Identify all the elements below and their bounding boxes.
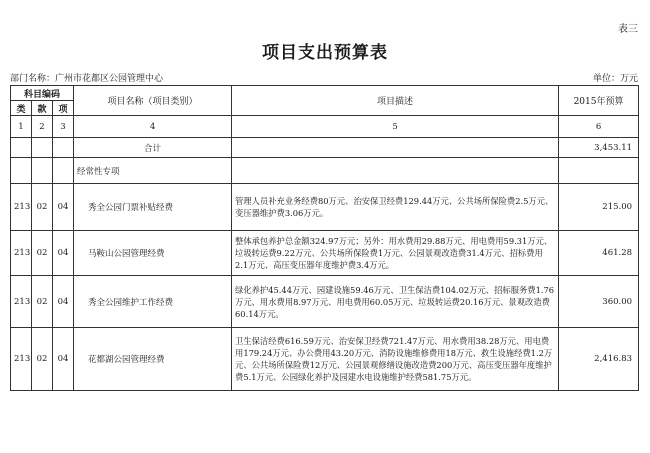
cell-project-desc: 卫生保洁经费616.59万元、治安保卫经费721.47万元、用水费用38.28万元、用电费用179.24万元、办公费用43.20万元、消防设施维修费用18万元、救生设施经费1.2万元、公共场所保险费12万元、公园景观修缮设施改造费200万元、高压变压器年度维护费5.1万元、公园绿化养护及园建水电设施维护经费581.75万元。 xyxy=(232,328,559,391)
sheet-number: 表三 xyxy=(618,24,638,35)
cell-xiang: 04 xyxy=(53,184,74,231)
header-project-name: 项目名称（项目类别） xyxy=(74,86,232,116)
department-label: 部门名称： xyxy=(10,74,56,84)
cell-project-desc: 绿化养护45.44万元、园建设施59.46万元、卫生保洁费104.02万元、招标服务费1.76万元、用水费用8.97万元、用电费用60.05万元、垃圾转运费20.16万元、景观改造费60.14万元。 xyxy=(232,276,559,328)
cell-project-desc: 整体承包养护总金额324.97万元；另外：用水费用29.88万元、用电费用59.31万元、垃圾转运费9.22万元、公共场所保险费1万元、公园景观改造费31.4万元、招标费用2.1万元、高压变压器年度维护费3.4万元。 xyxy=(232,231,559,276)
cell-lei: 213 xyxy=(11,184,32,231)
cell-project-name: 马鞍山公园管理经费 xyxy=(74,231,232,276)
header-kuan: 款 xyxy=(32,101,53,116)
total-value: 3,453.11 xyxy=(559,138,639,158)
index-cell: 1 xyxy=(11,116,32,138)
index-cell: 3 xyxy=(53,116,74,138)
table-row xyxy=(11,276,639,328)
cell-project-desc: 管理人员补充业务经费80万元、治安保卫经费129.44万元、公共场所保险费2.5万元、变压器维护费3.06万元。 xyxy=(232,184,559,231)
budget-table xyxy=(10,85,639,391)
cell-lei: 213 xyxy=(11,231,32,276)
department-name: 广州市花都区公园管理中心 xyxy=(55,74,164,84)
cell-project-name: 花都湖公园管理经费 xyxy=(74,328,232,391)
header-row-1 xyxy=(11,86,639,101)
cell-lei: 213 xyxy=(11,276,32,328)
cell-amount: 215.00 xyxy=(559,184,639,231)
cell-amount: 2,416.83 xyxy=(559,328,639,391)
table-row xyxy=(11,184,639,231)
header-xiang: 项 xyxy=(53,101,74,116)
header-subject-code: 科目编码 xyxy=(11,86,74,101)
cell-amount: 461.28 xyxy=(559,231,639,276)
index-cell: 6 xyxy=(559,116,639,138)
header-budget-2015: 2015年预算 xyxy=(559,86,639,116)
page-title: 项目支出预算表 xyxy=(262,43,388,63)
total-label: 合计 xyxy=(74,138,232,158)
index-cell: 5 xyxy=(232,116,559,138)
cell-xiang: 04 xyxy=(53,328,74,391)
cell-amount: 360.00 xyxy=(559,276,639,328)
cell-xiang: 04 xyxy=(53,276,74,328)
table-row xyxy=(11,328,639,391)
index-row xyxy=(11,116,639,138)
cell-kuan: 02 xyxy=(32,184,53,231)
unit-label: 单位：万元 xyxy=(592,74,638,84)
cell-project-name: 秀全公园维护工作经费 xyxy=(74,276,232,328)
header-project-desc: 项目描述 xyxy=(232,86,559,116)
total-row xyxy=(11,138,639,158)
cell-project-name: 秀全公园门票补贴经费 xyxy=(74,184,232,231)
header-lei: 类 xyxy=(11,101,32,116)
category-label: 经常性专项 xyxy=(74,158,232,184)
cell-kuan: 02 xyxy=(32,231,53,276)
department-line xyxy=(10,71,163,84)
table-row xyxy=(11,231,639,276)
cell-lei: 213 xyxy=(11,328,32,391)
index-cell: 2 xyxy=(32,116,53,138)
cell-kuan: 02 xyxy=(32,328,53,391)
category-row xyxy=(11,158,639,184)
cell-kuan: 02 xyxy=(32,276,53,328)
index-cell: 4 xyxy=(74,116,232,138)
cell-xiang: 04 xyxy=(53,231,74,276)
